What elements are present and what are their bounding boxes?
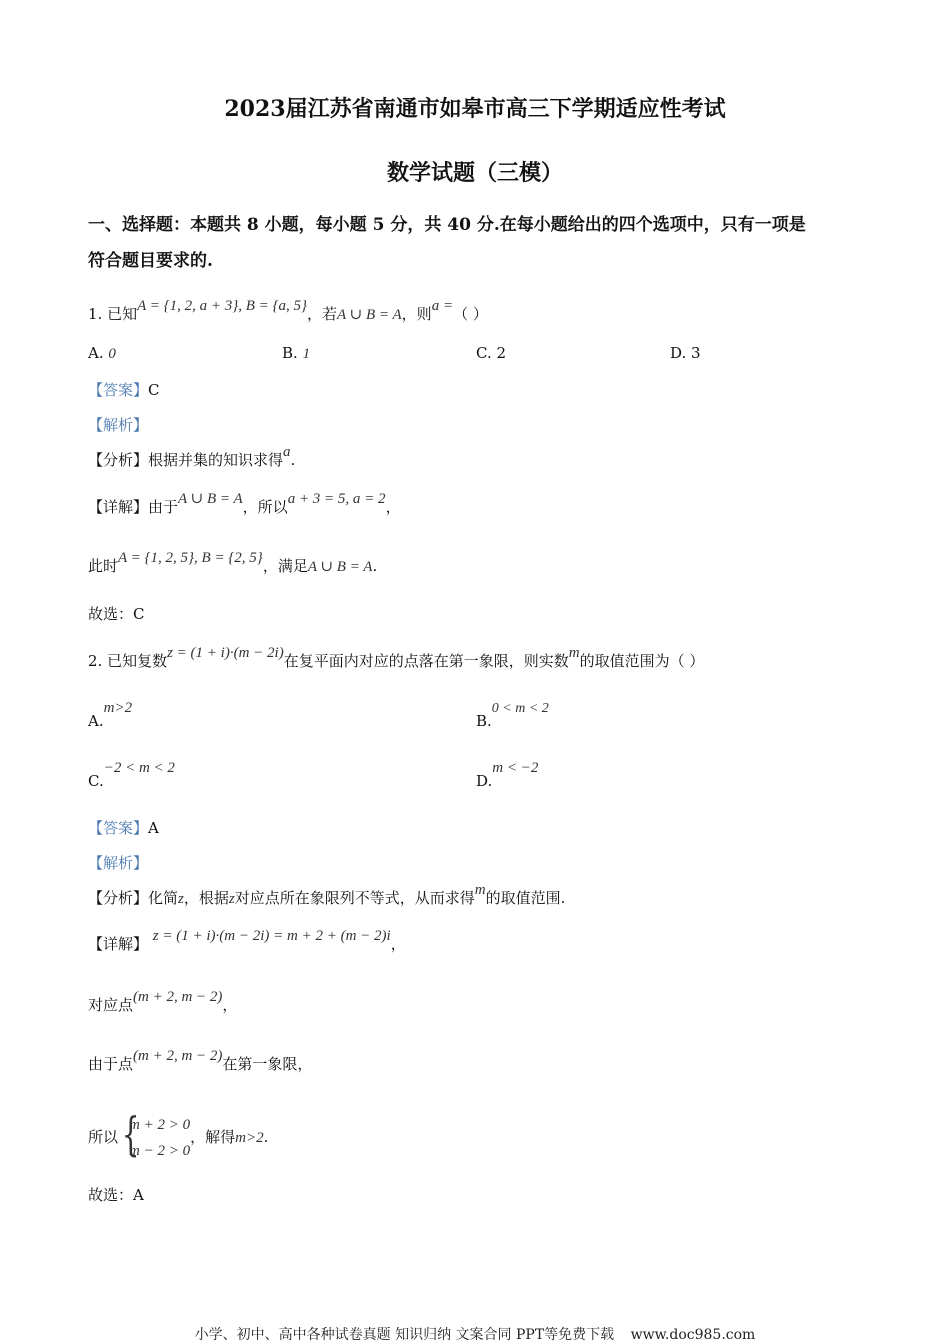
q1-mid1: ，若 [307, 305, 338, 323]
q2-inequality-system: { m + 2 > 0 m − 2 > 0 [120, 1112, 190, 1164]
q2-final-answer: 故选：A [88, 1186, 144, 1204]
q2-point: 对应点(m + 2, m − 2)， [88, 989, 238, 1014]
q1-option-d: D. 3 [670, 344, 701, 362]
q2-answer: 【答案】A [88, 819, 159, 837]
q1-suffix: （ ） [453, 305, 488, 323]
footer-url[interactable]: www.doc985.com [630, 1327, 756, 1343]
q1-math-a: a = [431, 298, 454, 314]
q1-analysis-tag: 【解析】 [88, 416, 149, 434]
footer-text: 小学、初中、高中各种试卷真题 知识归纳 文案合同 PPT等免费下载 [194, 1327, 615, 1343]
q1-option-c: C. 2 [476, 344, 507, 362]
q1-math-sets: A = {1, 2, a + 3}, B = {a, 5} [137, 298, 308, 314]
q2-detail: 【详解】 z = (1 + i)·(m − 2i) = m + 2 + (m − 2)i， [88, 928, 406, 953]
q1-answer: 【答案】C [88, 381, 160, 399]
q2-option-a: A.m>2 [88, 700, 133, 730]
document-title: 2023届江苏省南通市如皋市高三下学期适应性考试 [224, 96, 726, 122]
q1-math-union: A ∪ B = A [337, 307, 402, 323]
q1-mid2: ，则 [401, 305, 432, 323]
question-1 [88, 298, 488, 325]
q1-detail-line2: 此时A = {1, 2, 5}, B = {2, 5}，满足A ∪ B = A. [88, 550, 378, 575]
q2-so: 所以 { m + 2 > 0 m − 2 > 0 ，解得m>2. [88, 1112, 268, 1164]
section-heading-line2: 符合题目要求的. [88, 251, 213, 271]
q2-math-z: z = (1 + i)·(m − 2i) [167, 645, 284, 661]
q1-option-a: A. 0 [88, 344, 116, 362]
q2-since: 由于点(m + 2, m − 2)在第一象限， [88, 1048, 313, 1073]
section-heading-line1: 一、选择题：本题共 8 小题，每小题 5 分，共 40 分.在每小题给出的四个选项中，只有一项是 [88, 215, 806, 235]
q1-prefix: 1. 已知 [88, 305, 138, 323]
q2-analysis-tag: 【解析】 [88, 854, 149, 872]
document-subtitle: 数学试题（三模） [386, 160, 563, 186]
q1-fenxi: 【分析】根据并集的知识求得a. [88, 444, 296, 469]
q2-fenxi: 【分析】化简z，根据z对应点所在象限列不等式，从而求得m的取值范围. [88, 882, 566, 907]
page-footer [0, 1324, 950, 1344]
q2-option-c: C.−2 < m < 2 [88, 760, 175, 790]
question-2: 2. 已知复数z = (1 + i)·(m − 2i)在复平面内对应的点落在第一象限，则实数m的取值范围为（ ） [88, 645, 705, 670]
q2-option-b: B.0 < m < 2 [476, 701, 549, 730]
q1-option-b: B. 1 [282, 344, 311, 362]
q2-option-d: D.m < −2 [476, 760, 539, 790]
q1-detail: 【详解】由于A ∪ B = A，所以a + 3 = 5, a = 2， [88, 491, 401, 516]
q1-final-answer: 故选：C [88, 605, 145, 623]
